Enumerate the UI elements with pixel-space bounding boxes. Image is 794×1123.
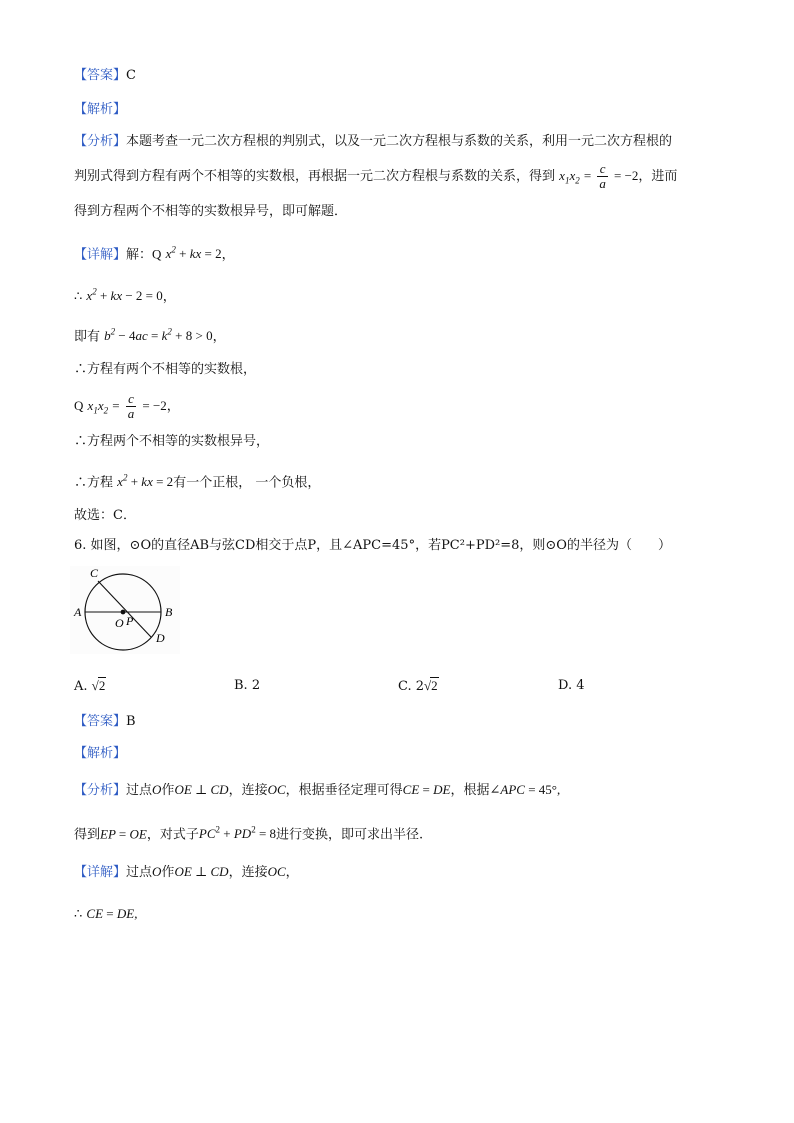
answer-tag: 【答案】 — [74, 68, 127, 83]
option-c-radicand: 2 — [431, 678, 438, 693]
xiangjie2-t2: 作 — [161, 865, 175, 880]
formula-ep-eq-oe: EP = OE — [100, 826, 147, 842]
formula-pc-pd: $PC^2 + PD^2 = 8$ — [198, 825, 277, 842]
answer-tag: 【答案】 — [74, 714, 127, 729]
xiangjie2-t4: ， — [285, 865, 299, 880]
label-p: P — [126, 614, 134, 628]
fenxi2-line2-prefix: 得到 — [74, 827, 101, 843]
label-d: D — [156, 631, 165, 645]
label-b: B — [165, 605, 173, 619]
therefore-symbol: ∴ — [74, 907, 83, 922]
xiangjie-line-6 — [74, 432, 269, 452]
step6-text: 方程两个不相等的实数根异号， — [87, 434, 270, 449]
because-symbol: Q — [152, 246, 162, 262]
formula-angle-apc: ∠APC = 45°, — [489, 782, 561, 797]
fenxi-line-3 — [74, 202, 347, 222]
fenxi-tag: 【分析】 — [74, 783, 127, 798]
label-c: C — [90, 566, 99, 580]
formula-ce-eq-de: CE = DE, — [86, 906, 138, 921]
answer-line-2 — [74, 712, 136, 732]
question-6 — [74, 536, 671, 556]
fenxi2-t1: 过点 — [126, 783, 153, 798]
conclusion-text: 故选：C． — [74, 508, 136, 523]
analysis-tag: 【解析】 — [74, 102, 127, 117]
conclusion-line-1 — [74, 506, 136, 526]
option-c — [398, 676, 439, 697]
answer-value: B — [126, 714, 136, 729]
step3-prefix: 即有 — [74, 329, 101, 345]
fenxi-text-2b: ，进而 — [638, 169, 678, 184]
analysis-heading-1 — [74, 100, 126, 120]
sqrt-symbol: √2 — [91, 678, 106, 693]
circle-figure — [70, 566, 180, 654]
xiangjie-line-3: 即有 $b^2 - 4ac = k^2 + 8 > 0$， — [74, 327, 226, 345]
xiangjie-tag: 【详解】 — [74, 865, 127, 880]
option-a-radicand: 2 — [98, 678, 106, 693]
label-a: A — [74, 605, 82, 619]
fenxi-line-2: 判别式得到方程有两个不相等的实数根，再根据一元二次方程根与系数的关系，得到 $x_1x_2$ = $\frac{c}{a}$ = −2，进而 — [74, 161, 678, 191]
therefore-symbol: ∴ — [74, 289, 83, 305]
therefore-symbol: ∴ — [74, 362, 88, 377]
fenxi2-line-1: 【分析】过点O作OE ⊥ CD，连接OC，根据垂径定理可得CE = DE，根据∠APC = 45°, — [74, 782, 561, 798]
fenxi2-t4: ，根据垂径定理可得 — [285, 783, 403, 798]
formula-ce-eq-de: CE = DE — [402, 782, 451, 797]
option-a — [74, 676, 106, 697]
xiangjie-tag: 【详解】 — [74, 247, 127, 263]
xiangjie-line-5: Q $x_1x_2$ = $\frac{c}{a}$ = −2， — [74, 391, 180, 421]
step4-text: 方程有两个不相等的实数根， — [87, 362, 257, 377]
therefore-symbol: ∴ — [74, 434, 88, 449]
question-number: 6. — [74, 538, 87, 553]
xiangjie-line-2: ∴ $x^2$ + kx − 2 = 0， — [74, 287, 176, 305]
option-a-label: A. — [74, 679, 88, 694]
question-text: 如图，⊙O的直径AB与弦CD相交于点P，且∠APC=45°，若PC²+PD²=8，则⊙O的半径为（ ） — [90, 538, 671, 553]
fenxi2-t5: ，根据 — [450, 783, 490, 798]
formula-x1x2: $x_1x_2$ — [559, 168, 580, 186]
equation-2: $x^2$ + kx − 2 = 0 — [86, 287, 163, 304]
therefore-symbol: ∴ — [74, 475, 88, 491]
fenxi2-line2-mid: ，对式子 — [146, 827, 199, 843]
sqrt-symbol: √2 — [424, 678, 438, 693]
formula-oe-perp-cd: OE ⊥ CD — [174, 782, 229, 797]
step7-prefix: 方程 — [87, 475, 114, 491]
answer-value: C — [126, 68, 136, 83]
xiangjie-line-7 — [74, 468, 320, 493]
fraction-c-over-a: $\frac{c}{a}$ — [127, 391, 135, 421]
equation-1: $x^2$ + kx = 2 — [165, 245, 222, 262]
center-point-o — [121, 610, 126, 615]
label-o: O — [115, 616, 124, 630]
xiangjie2-t1: 过点 — [126, 865, 153, 880]
answer-line-1 — [74, 66, 136, 86]
formula-oe-perp-cd: OE ⊥ CD — [174, 864, 229, 879]
xiangjie-intro: 解： — [126, 247, 153, 263]
fenxi2-line-2 — [74, 820, 423, 845]
analysis-tag: 【解析】 — [74, 746, 127, 761]
fenxi-tag: 【分析】 — [74, 134, 127, 149]
fenxi-line-1 — [74, 132, 672, 152]
fenxi-text-1: 本题考查一元二次方程根的判别式，以及一元二次方程根与系数的关系，利用一元二次方程根的 — [126, 134, 673, 149]
option-b — [234, 676, 260, 696]
step7-suffix: 有一个正根， 一个负根， — [173, 475, 321, 491]
option-d-label: D. 4 — [558, 678, 585, 693]
option-b-label: B. 2 — [234, 678, 261, 693]
option-d — [558, 676, 585, 696]
fenxi2-line2-suffix: 进行变换，即可求出半径. — [276, 827, 424, 843]
fenxi2-t2: 作 — [161, 783, 175, 798]
equation-1: $x^2$ + kx = 2 — [117, 473, 174, 490]
xiangjie-line-1: 【详解】解：Q $x^2$ + kx = 2， — [74, 245, 235, 263]
xiangjie2-t3: ，连接 — [228, 865, 268, 880]
because-symbol: Q — [74, 398, 84, 413]
fenxi-text-3: 得到方程两个不相等的实数根异号，即可解题． — [74, 204, 348, 219]
fraction-c-over-a: $\frac{c}{a}$ — [599, 161, 606, 191]
xiangjie2-line-1: 【详解】过点O作OE ⊥ CD，连接OC， — [74, 864, 299, 880]
xiangjie2-line-2 — [74, 904, 137, 925]
fenxi2-t3: ，连接 — [228, 783, 268, 798]
option-c-label: C. 2 — [398, 679, 425, 694]
fenxi-text-2a: 判别式得到方程有两个不相等的实数根，再根据一元二次方程根与系数的关系，得到 — [74, 169, 556, 184]
discriminant: $b^2 - 4ac = k^2 + 8 > 0$ — [104, 327, 213, 344]
xiangjie-line-4 — [74, 360, 256, 380]
formula-x1x2: $x_1x_2$ — [87, 398, 109, 416]
analysis-heading-2 — [74, 744, 126, 764]
